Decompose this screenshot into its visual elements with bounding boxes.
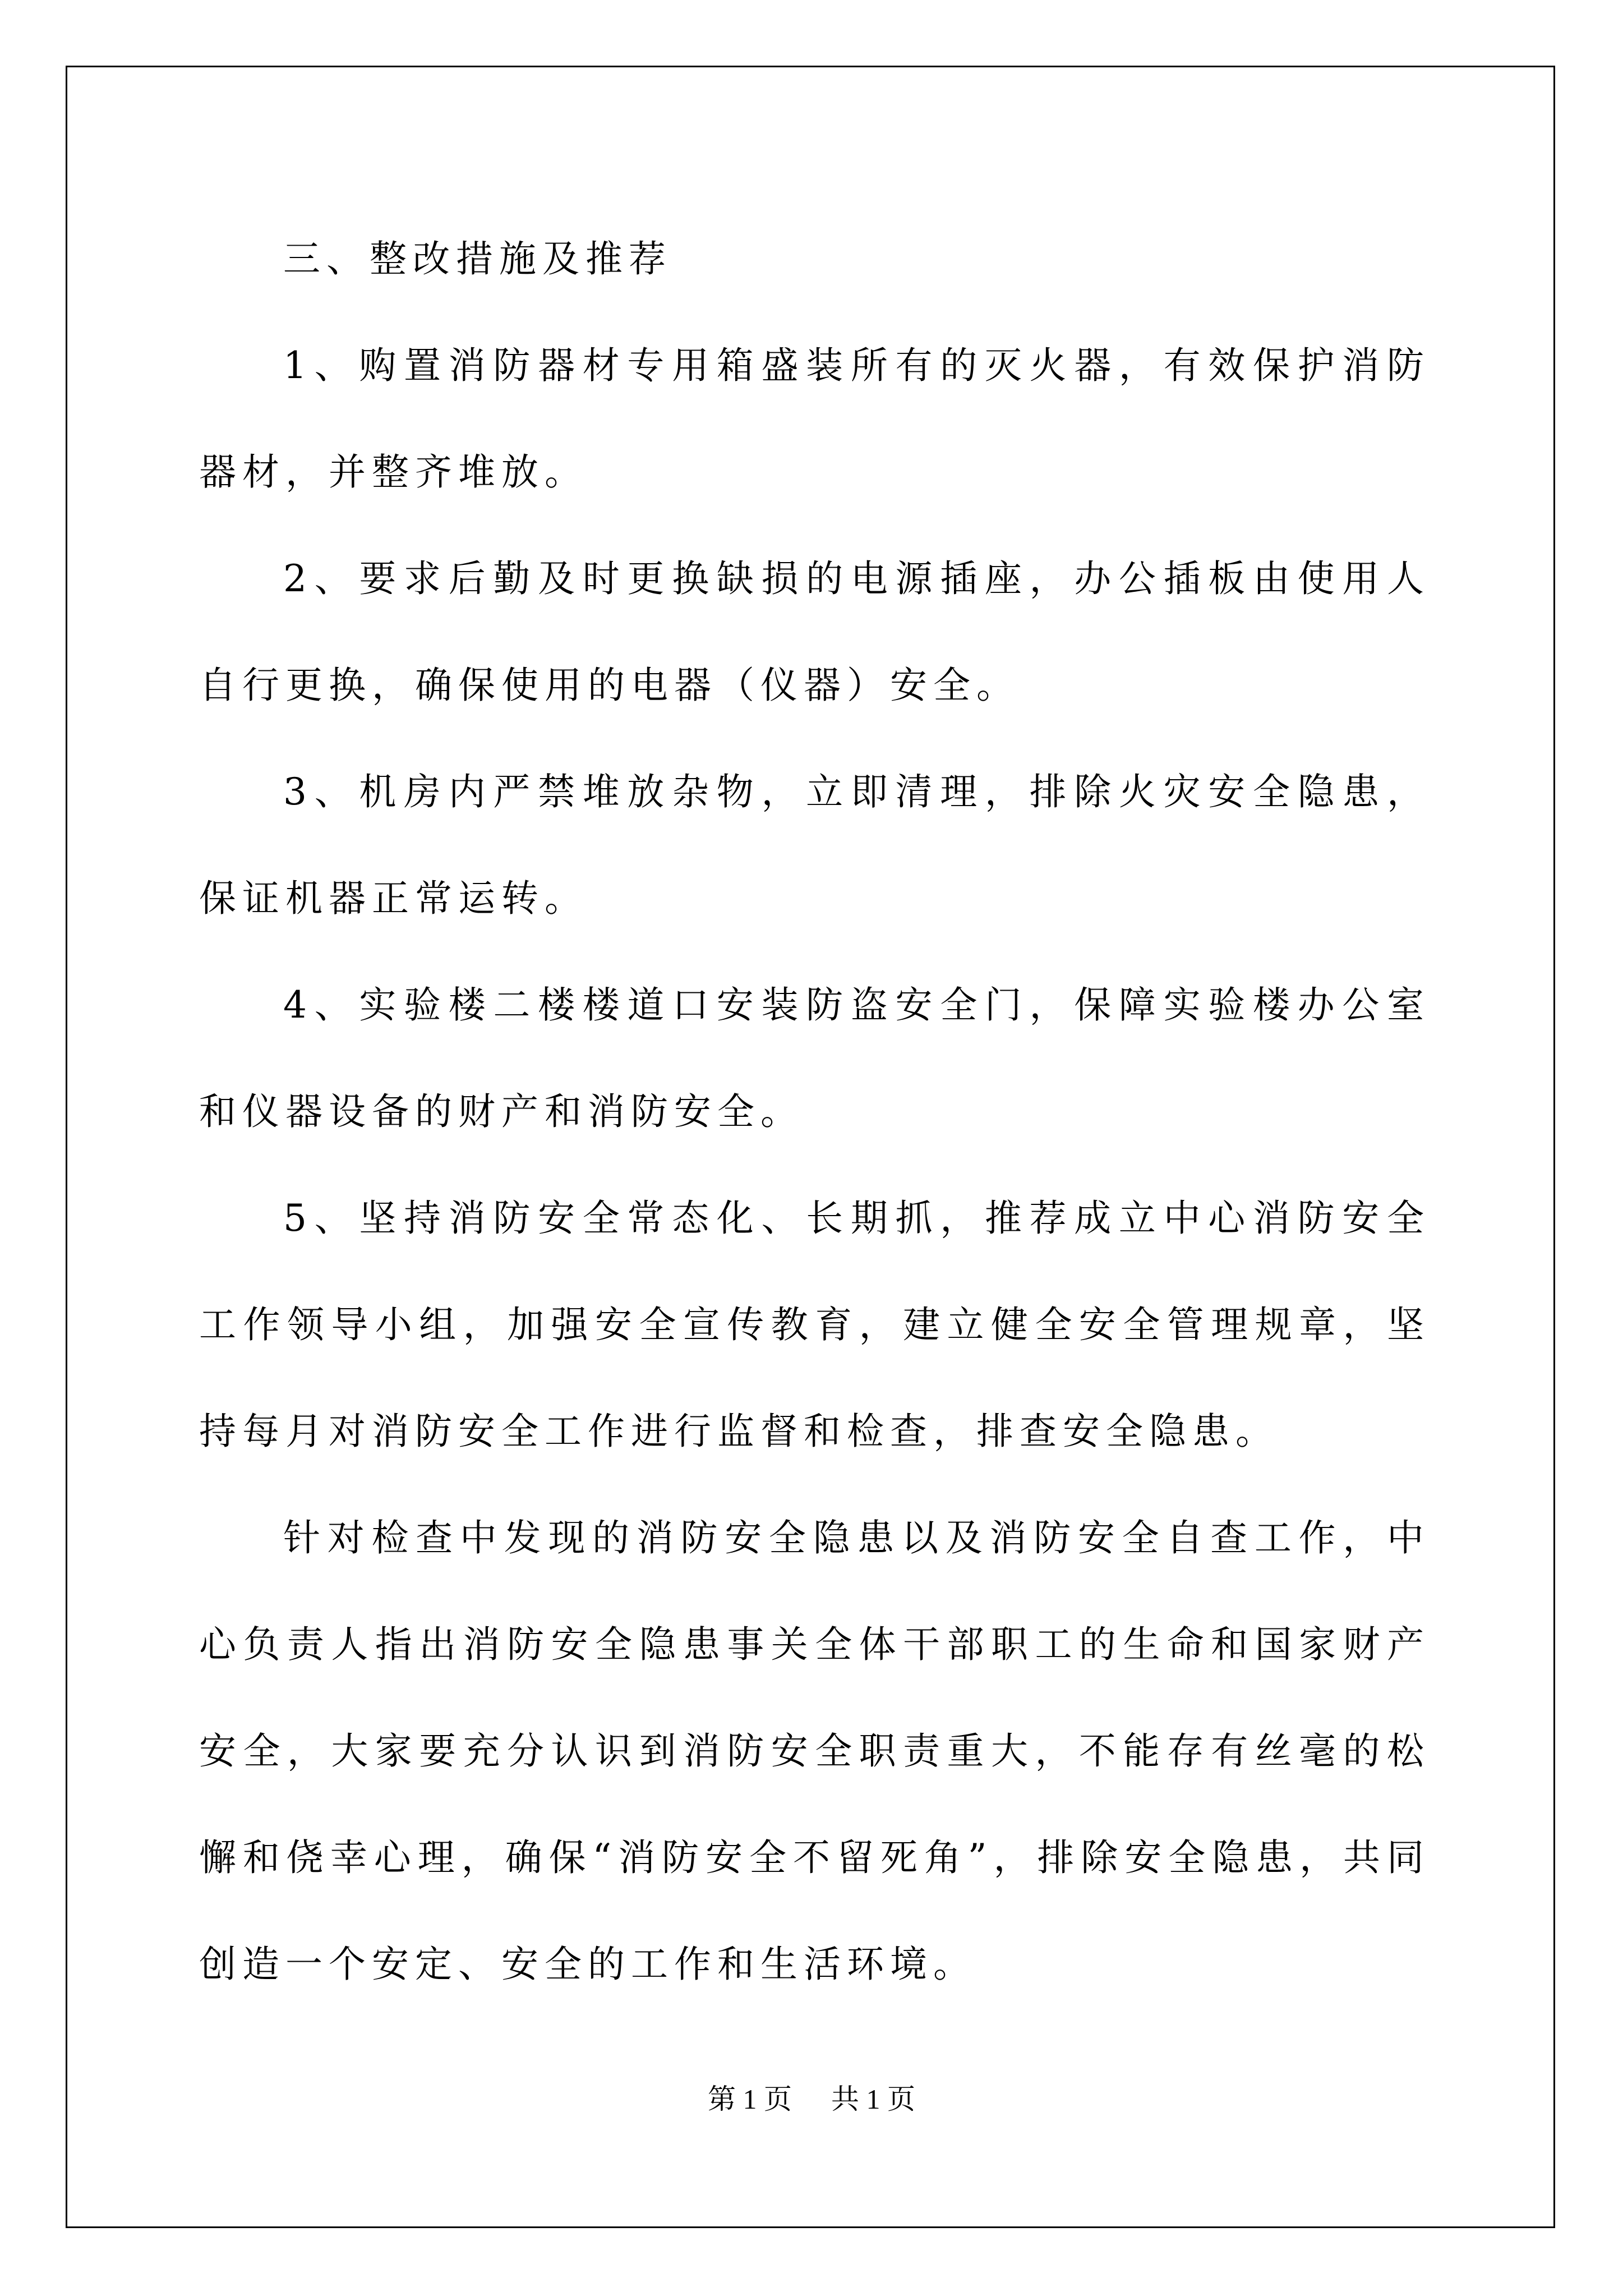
paragraph-item-4: 4、实验楼二楼楼道口安装防盗安全门，保障实验楼办公室和仪器设备的财产和消防安全。: [199, 983, 1430, 1133]
paragraph-item-3: 3、机房内严禁堆放杂物，立即清理，排除火灾安全隐患，保证机器正常运转。: [199, 770, 1430, 920]
paragraph-item-2: 2、要求后勤及时更换缺损的电源插座，办公插板由使用人自行更换，确保使用的电器（仪器）安全。: [199, 557, 1430, 707]
paragraph-conclusion: 针对检查中发现的消防安全隐患以及消防安全自查工作，中心负责人指出消防安全隐患事关全体干部职工的生命和国家财产安全，大家要充分认识到消防安全职责重大，不能存有丝毫的松懈和侥幸心理，确保“消防安全不留死角”，排除安全隐患，共同创造一个安定、安全的工作和生活环境。: [199, 1516, 1430, 1986]
page-number: 第 1 页: [708, 2083, 792, 2115]
paragraph-item-5: 5、坚持消防安全常态化、长期抓，推荐成立中心消防安全工作领导小组，加强安全宣传教育，建立健全安全管理规章，坚持每月对消防安全工作进行监督和检查，排查安全隐患。: [199, 1197, 1430, 1453]
section-heading: 三、整改措施及推荐: [283, 237, 672, 280]
page-footer: [0, 2082, 1623, 2116]
document-body: [199, 206, 1430, 2018]
page-total: 共 1 页: [831, 2083, 915, 2115]
paragraph-item-1: 1、购置消防器材专用箱盛装所有的灭火器，有效保护消防器材，并整齐堆放。: [199, 344, 1430, 494]
